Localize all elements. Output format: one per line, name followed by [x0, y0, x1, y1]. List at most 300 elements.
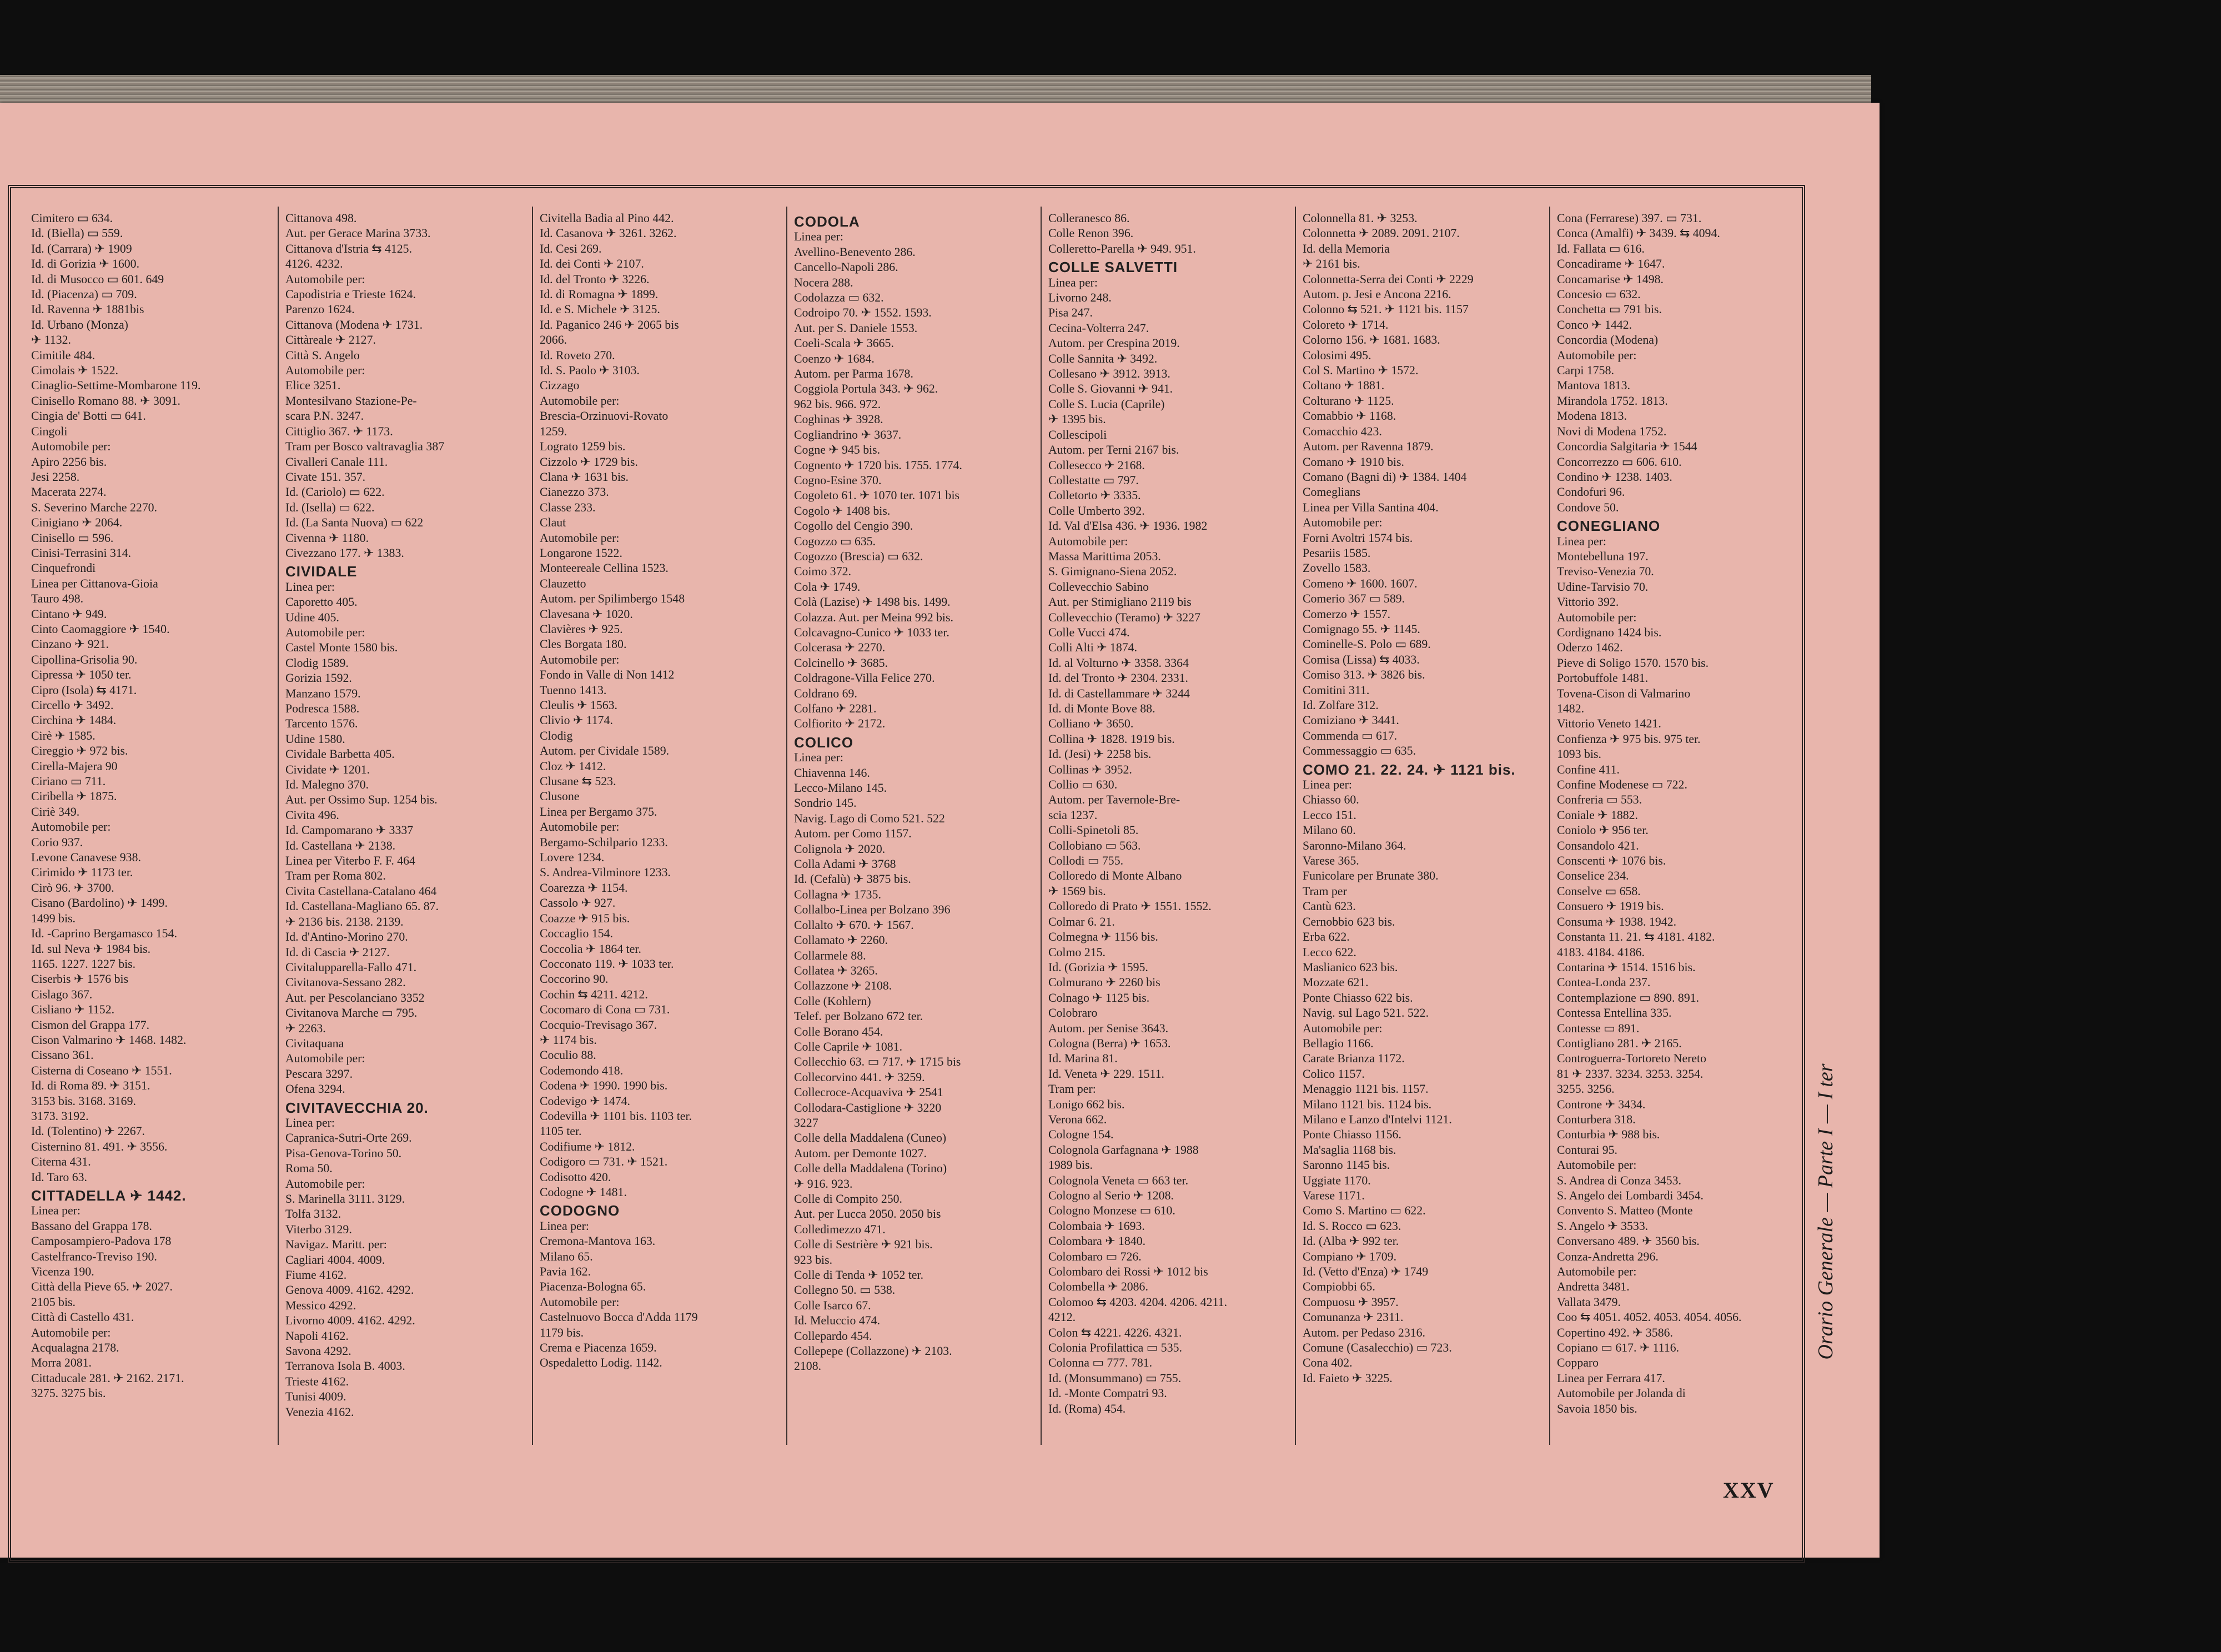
index-entry: Colle S. Lucia (Caprile) — [1048, 397, 1165, 411]
index-entry: Bassano del Grappa 178. — [31, 1219, 152, 1233]
index-entry: Cimolais ✈ 1522. — [31, 364, 118, 378]
index-entry: Automobile per: — [540, 820, 620, 834]
index-entry: ✈ 1132. — [31, 333, 71, 347]
index-entry: Civitanova Marche ▭ 795. — [285, 1006, 418, 1020]
index-entry: Vittorio 392. — [1557, 595, 1619, 609]
index-entry: S. Severino Marche 2270. — [31, 500, 158, 514]
index-entry: Ponte Chiasso 622 bis. — [1303, 991, 1413, 1005]
index-entry: Vallata 3479. — [1557, 1295, 1621, 1309]
index-entry: Collodara-Castiglione ✈ 3220 — [794, 1101, 942, 1114]
index-entry: Cipro (Isola) ⇆ 4171. — [31, 683, 137, 697]
index-entry: Cologno al Serio ✈ 1208. — [1048, 1189, 1174, 1202]
index-entry: Monteereale Cellina 1523. — [540, 561, 669, 575]
index-entry: Colledimezzo 471. — [794, 1222, 886, 1236]
index-entry: Cogozzo ▭ 635. — [794, 534, 876, 548]
index-entry: Cividate ✈ 1201. — [285, 762, 370, 776]
index-entry: Id. (Alba ✈ 992 ter. — [1303, 1234, 1399, 1248]
index-entry: Cona (Ferrarese) 397. ▭ 731. — [1557, 212, 1702, 225]
index-entry: Colle Vucci 474. — [1048, 625, 1130, 639]
index-entry: Cizzolo ✈ 1729 bis. — [540, 455, 638, 469]
index-entry: Capranica-Sutri-Orte 269. — [285, 1131, 412, 1145]
index-entry: Castelfranco-Treviso 190. — [31, 1249, 157, 1263]
index-entry: Comiso 313. ✈ 3826 bis. — [1303, 668, 1425, 682]
index-entry: 1179 bis. — [540, 1325, 584, 1339]
index-entry: Colturano ✈ 1125. — [1303, 394, 1394, 408]
index-entry: Colorno 156. ✈ 1681. 1683. — [1303, 333, 1440, 347]
index-entry: Cisternino 81. 491. ✈ 3556. — [31, 1139, 168, 1153]
index-entry: Civita Castellana-Catalano 464 — [285, 884, 437, 898]
index-entry: Pisa-Genova-Torino 50. — [285, 1146, 402, 1160]
index-entry: Constanta 11. 21. ⇆ 4181. 4182. — [1557, 930, 1715, 944]
index-entry: Id. Casanova ✈ 3261. 3262. — [540, 227, 677, 240]
index-entry: Colmegna ✈ 1156 bis. — [1048, 930, 1158, 944]
index-entry: Circello ✈ 3492. — [31, 699, 114, 712]
index-entry: Parenzo 1624. — [285, 303, 355, 317]
index-entry: 3173. 3192. — [31, 1109, 89, 1123]
index-entry: Venezia 4162. — [285, 1405, 354, 1419]
index-entry: Cittaducale 281. ✈ 2162. 2171. — [31, 1371, 184, 1385]
side-caption-text: Orario Generale — Parte I — I ter — [1814, 1063, 1837, 1360]
index-entry: Cogoleto 61. ✈ 1070 ter. 1071 bis — [794, 489, 959, 503]
index-entry: Cinquefrondi — [31, 561, 96, 575]
index-entry: Collescipoli — [1048, 428, 1107, 441]
index-entry: Colle di Sestrière ✈ 921 bis. — [794, 1238, 933, 1252]
index-entry: Consuma ✈ 1938. 1942. — [1557, 915, 1677, 928]
index-column-3 — [533, 207, 787, 1445]
index-entry: 2108. — [794, 1359, 822, 1373]
index-entry: Id. Urbano (Monza) — [31, 318, 128, 332]
index-entry: Civezzano 177. ✈ 1383. — [285, 546, 404, 560]
index-entry: Comiziano ✈ 3441. — [1303, 714, 1399, 727]
index-entry: Codena ✈ 1990. 1990 bis. — [540, 1079, 668, 1093]
index-entry: Colognola Garfagnana ✈ 1988 — [1048, 1143, 1199, 1157]
index-entry: Colazza. Aut. per Meina 992 bis. — [794, 610, 953, 624]
index-entry: Montesilvano Stazione-Pe- — [285, 394, 417, 408]
index-entry: Controne ✈ 3434. — [1557, 1097, 1646, 1111]
index-entry: Cinigiano ✈ 2064. — [31, 516, 123, 530]
index-entry: Colle di Tenda ✈ 1052 ter. — [794, 1268, 924, 1282]
index-entry: Id. (Gorizia ✈ 1595. — [1048, 960, 1148, 974]
index-entry: Colleretto-Parella ✈ 949. 951. — [1048, 242, 1196, 255]
index-entry: Forni Avoltri 1574 bis. — [1303, 531, 1413, 545]
index-entry: Colico 1157. — [1303, 1067, 1365, 1081]
index-entry: Copiano ▭ 617. ✈ 1116. — [1557, 1341, 1680, 1355]
index-entry: Gorizia 1592. — [285, 671, 352, 685]
index-entry: Cogliandrino ✈ 3637. — [794, 428, 902, 441]
index-entry: Portobuffole 1481. — [1557, 671, 1649, 685]
index-entry: Colfiorito ✈ 2172. — [794, 717, 886, 731]
index-entry: Mantova 1813. — [1557, 379, 1630, 393]
index-entry: Cocquio-Trevisago 367. — [540, 1018, 657, 1032]
index-entry: Colonnella 81. ✈ 3253. — [1303, 212, 1418, 225]
index-entry: Savoia 1850 bis. — [1557, 1402, 1637, 1415]
index-entry: 3227 — [794, 1116, 818, 1129]
index-entry: Piacenza-Bologna 65. — [540, 1280, 646, 1294]
index-entry: Collagna ✈ 1735. — [794, 887, 881, 901]
index-entry: Sondrio 145. — [794, 796, 857, 810]
index-entry: Colombara ✈ 1840. — [1048, 1234, 1146, 1248]
index-entry: Clauzetto — [540, 576, 586, 590]
index-entry: Comerzo ✈ 1557. — [1303, 607, 1391, 621]
index-entry: Id. (Cefalù) ✈ 3875 bis. — [794, 872, 911, 886]
index-entry: Autom. per Pedaso 2316. — [1303, 1325, 1425, 1339]
index-entry: Linea per: — [794, 751, 843, 765]
index-entry: Colonno ⇆ 521. ✈ 1121 bis. 1157 — [1303, 303, 1469, 317]
index-entry: Cipollina-Grisolia 90. — [31, 652, 138, 666]
index-entry: Autom. per Como 1157. — [794, 827, 912, 841]
index-entry: Viterbo 3129. — [285, 1222, 352, 1236]
index-entry: Ma'saglia 1168 bis. — [1303, 1143, 1396, 1157]
index-entry: Conselve ▭ 658. — [1557, 884, 1641, 898]
index-entry: Copertino 492. ✈ 3586. — [1557, 1325, 1673, 1339]
index-entry: Colà (Lazise) ✈ 1498 bis. 1499. — [794, 595, 951, 609]
index-entry: Classe 233. — [540, 500, 596, 514]
index-entry: 4126. 4232. — [285, 257, 343, 271]
index-entry: Tram per: — [1048, 1082, 1096, 1096]
index-entry: Id. (Monsummano) ▭ 755. — [1048, 1371, 1182, 1385]
index-entry: Ciriano ▭ 711. — [31, 775, 106, 789]
index-entry: Cernobbio 623 bis. — [1303, 915, 1395, 928]
index-entry: Colla Adami ✈ 3768 — [794, 857, 896, 871]
index-entry: S. Angelo dei Lombardi 3454. — [1557, 1189, 1704, 1202]
index-entry: Collalto ✈ 670. ✈ 1567. — [794, 918, 914, 932]
index-entry: Milano 1121 bis. 1124 bis. — [1303, 1097, 1432, 1111]
index-entry: Automobile per: — [1303, 1021, 1383, 1035]
index-entry: Bellagio 1166. — [1303, 1036, 1374, 1050]
index-entry: Chiavenna 146. — [794, 766, 870, 780]
index-entry: Id. Veneta ✈ 229. 1511. — [1048, 1067, 1164, 1081]
index-entry: Cinaglio-Settime-Mombarone 119. — [31, 379, 201, 393]
index-entry: Collatea ✈ 3265. — [794, 963, 878, 977]
index-entry: Andretta 3481. — [1557, 1280, 1630, 1294]
index-entry: Chiasso 60. — [1303, 793, 1359, 807]
index-entry: Claut — [540, 516, 566, 530]
index-entry: 4212. — [1048, 1310, 1076, 1324]
index-entry: Milano 65. — [540, 1249, 593, 1263]
index-entry: Tram per — [1303, 884, 1347, 898]
index-entry: Pescara 3297. — [285, 1067, 353, 1081]
index-entry: Acqualagna 2178. — [31, 1341, 119, 1355]
index-entry: Cologna (Berra) ✈ 1653. — [1048, 1036, 1171, 1050]
index-entry: Clivio ✈ 1174. — [540, 714, 613, 727]
index-entry: Commessaggio ▭ 635. — [1303, 744, 1416, 758]
index-entry: Compiobbi 65. — [1303, 1280, 1375, 1294]
index-entry: Id. di Gorizia ✈ 1600. — [31, 257, 140, 271]
index-entry: Colli-Spinetoli 85. — [1048, 824, 1139, 837]
index-entry: Id. dei Conti ✈ 2107. — [540, 257, 644, 271]
index-entry: Controguerra-Tortoreto Nereto — [1557, 1052, 1707, 1066]
index-entry: Automobile per: — [285, 1052, 365, 1066]
index-entry: Tunisi 4009. — [285, 1390, 346, 1404]
index-entry: Conselice 234. — [1557, 869, 1629, 883]
index-entry: Confreria ▭ 553. — [1557, 793, 1642, 807]
index-entry: ✈ 916. 923. — [794, 1177, 853, 1191]
index-entry: Colcinello ✈ 3685. — [794, 656, 888, 670]
index-entry: Id. Castellana-Magliano 65. 87. — [285, 900, 439, 913]
index-entry: Colosimi 495. — [1303, 348, 1371, 362]
index-entry: Codevigo ✈ 1474. — [540, 1094, 630, 1108]
index-entry: Colognola Veneta ▭ 663 ter. — [1048, 1173, 1189, 1187]
index-entry: Funicolare per Brunate 380. — [1303, 869, 1439, 883]
index-entry: Autom. per Ravenna 1879. — [1303, 440, 1434, 454]
index-entry: Pieve di Soligo 1570. 1570 bis. — [1557, 656, 1709, 670]
index-entry: ✈ 1174 bis. — [540, 1033, 597, 1047]
index-entry: Nocera 288. — [794, 275, 853, 289]
index-entry: Udine 405. — [285, 610, 339, 624]
index-entry: Cinisello Romano 88. ✈ 3091. — [31, 394, 180, 408]
index-entry: 1093 bis. — [1557, 747, 1601, 761]
index-entry: Vicenza 190. — [31, 1265, 94, 1279]
index-entry: Collevecchio (Teramo) ✈ 3227 — [1048, 610, 1200, 624]
index-entry: Id. -Caprino Bergamasco 154. — [31, 927, 177, 941]
index-entry: 1259. — [540, 424, 567, 438]
index-entry: Clavières ✈ 925. — [540, 622, 623, 636]
index-entry: Contessa Entellina 335. — [1557, 1006, 1672, 1020]
index-entry: Id. al Volturno ✈ 3358. 3364 — [1048, 656, 1189, 670]
index-entry: Comisa (Lissa) ⇆ 4033. — [1303, 652, 1420, 666]
index-entry: Udine-Tarvisio 70. — [1557, 580, 1649, 594]
index-entry: Macerata 2274. — [31, 485, 107, 499]
index-entry: Longarone 1522. — [540, 546, 622, 560]
index-entry: Comune (Casalecchio) ▭ 723. — [1303, 1341, 1452, 1355]
index-entry: Colombaia ✈ 1693. — [1048, 1219, 1145, 1233]
index-entry: Linea per Bergamo 375. — [540, 805, 657, 819]
index-entry: Convento S. Matteo (Monte — [1557, 1204, 1693, 1218]
index-entry: Cittanova 498. — [285, 212, 357, 225]
index-entry: Cirimido ✈ 1173 ter. — [31, 866, 133, 880]
index-entry: Aut. per Lucca 2050. 2050 bis — [794, 1207, 941, 1221]
index-entry: Cittiglio 367. ✈ 1173. — [285, 424, 393, 438]
index-entry: Colle (Kohlern) — [794, 994, 871, 1008]
index-entry: Id. del Tronto ✈ 2304. 2331. — [1048, 671, 1188, 685]
index-entry: Cogne ✈ 945 bis. — [794, 443, 881, 457]
index-entry: Cirò 96. ✈ 3700. — [31, 881, 114, 895]
index-entry: Cisano (Bardolino) ✈ 1499. — [31, 896, 168, 910]
index-entry: Ciserbis ✈ 1576 bis — [31, 972, 129, 986]
index-entry: Cimitero ▭ 634. — [31, 212, 113, 225]
index-entry: 923 bis. — [794, 1253, 833, 1267]
index-entry: Colombaro dei Rossi ✈ 1012 bis — [1048, 1265, 1208, 1279]
index-entry: Coeli-Scala ✈ 3665. — [794, 337, 894, 350]
index-entry: Lograto 1259 bis. — [540, 440, 626, 454]
index-entry: Automobile per: — [285, 1177, 365, 1191]
index-entry: Id. di Monte Bove 88. — [1048, 702, 1155, 715]
index-entry: Roma 50. — [285, 1162, 333, 1176]
index-entry: Morra 2081. — [31, 1356, 92, 1370]
index-entry: S. Andrea-Vilminore 1233. — [540, 866, 671, 880]
index-entry: Coazze ✈ 915 bis. — [540, 911, 630, 925]
index-entry: Navigaz. Maritt. per: — [285, 1238, 387, 1252]
index-entry: Colle Borano 454. — [794, 1025, 883, 1038]
index-entry: Cissano 361. — [31, 1048, 94, 1062]
index-entry: Colle di Compito 250. — [794, 1192, 902, 1206]
index-entry: Condino ✈ 1238. 1403. — [1557, 470, 1672, 484]
index-entry: Colli Alti ✈ 1874. — [1048, 641, 1137, 655]
index-entry: Colloredo di Monte Albano — [1048, 869, 1182, 883]
index-entry: Bergamo-Schilpario 1233. — [540, 835, 668, 849]
index-entry: Aut. per S. Daniele 1553. — [794, 321, 918, 335]
index-entry: Comignago 55. ✈ 1145. — [1303, 622, 1420, 636]
index-entry: Corio 937. — [31, 835, 83, 849]
index-entry: Colonna ▭ 777. 781. — [1048, 1356, 1153, 1370]
index-entry: Coo ⇆ 4051. 4052. 4053. 4054. 4056. — [1557, 1310, 1742, 1324]
index-entry: Comunanza ✈ 2311. — [1303, 1310, 1404, 1324]
index-entry: Linea per: — [1557, 534, 1606, 548]
index-entry: Contea-Londa 237. — [1557, 976, 1651, 990]
index-entry: Tram per Roma 802. — [285, 869, 386, 883]
index-entry: Conca (Amalfi) ✈ 3439. ⇆ 4094. — [1557, 227, 1720, 240]
index-entry: Id. di Roma 89. ✈ 3151. — [31, 1079, 150, 1093]
index-entry: Mozzate 621. — [1303, 976, 1369, 990]
index-entry: 2105 bis. — [31, 1295, 76, 1309]
index-entry: Varese 365. — [1303, 854, 1359, 868]
index-entry: Codigoro ▭ 731. ✈ 1521. — [540, 1155, 668, 1169]
index-entry: Cintano ✈ 949. — [31, 607, 107, 621]
index-entry: Id. (Vetto d'Enza) ✈ 1749 — [1303, 1265, 1429, 1279]
index-entry: Cantù 623. — [1303, 900, 1356, 913]
index-entry: Crema e Piacenza 1659. — [540, 1341, 657, 1355]
index-entry: Concamarise ✈ 1498. — [1557, 272, 1664, 286]
index-entry: ✈ 2161 bis. — [1303, 257, 1360, 271]
index-column-6 — [1296, 207, 1550, 1445]
index-entry: Cison Valmarino ✈ 1468. 1482. — [31, 1033, 187, 1047]
index-entry: Consuero ✈ 1919 bis. — [1557, 900, 1664, 913]
index-columns — [24, 207, 1813, 1445]
index-entry: Colliano ✈ 3650. — [1048, 717, 1134, 731]
index-entry: Colonia Profilattica ▭ 535. — [1048, 1341, 1182, 1355]
index-entry: Manzano 1579. — [285, 686, 361, 700]
index-entry: Colignola ✈ 2020. — [794, 842, 886, 856]
index-entry: 4183. 4184. 4186. — [1557, 945, 1645, 959]
index-entry: Napoli 4162. — [285, 1329, 349, 1343]
index-column-4 — [787, 207, 1042, 1445]
index-entry: S. Gimignano-Siena 2052. — [1048, 565, 1177, 579]
index-entry: Cogozzo (Brescia) ▭ 632. — [794, 549, 923, 563]
index-entry: S. Angelo ✈ 3533. — [1557, 1219, 1649, 1233]
index-entry: Collecorvino 441. ✈ 3259. — [794, 1070, 925, 1084]
index-entry: Codemondo 418. — [540, 1063, 624, 1077]
index-entry: Automobile per: — [540, 394, 620, 408]
index-entry: Colle della Maddalena (Torino) — [794, 1162, 947, 1176]
index-entry: 1105 ter. — [540, 1124, 582, 1138]
index-entry: Automobile per Jolanda di — [1557, 1387, 1686, 1400]
index-entry: Cologne 154. — [1048, 1128, 1114, 1142]
index-entry: Ponte Chiasso 1156. — [1303, 1128, 1401, 1142]
index-entry: 962 bis. 966. 972. — [794, 397, 881, 411]
index-entry: Autom. p. Jesi e Ancona 2216. — [1303, 288, 1451, 302]
index-entry: Cinzano ✈ 921. — [31, 637, 109, 651]
index-entry: Col S. Martino ✈ 1572. — [1303, 364, 1419, 378]
index-entry: Id. Fallata ▭ 616. — [1557, 242, 1645, 255]
index-entry: Telef. per Bolzano 672 ter. — [794, 1010, 923, 1023]
index-entry: Codifiume ✈ 1812. — [540, 1139, 635, 1153]
index-entry: Collepardo 454. — [794, 1329, 872, 1343]
index-entry: Autom. per Demonte 1027. — [794, 1146, 927, 1160]
index-entry: Collecchio 63. ▭ 717. ✈ 1715 bis — [794, 1055, 961, 1069]
index-entry: S. Marinella 3111. 3129. — [285, 1192, 405, 1206]
index-entry: Autom. per Parma 1678. — [794, 367, 913, 381]
index-entry: Castel Monte 1580 bis. — [285, 641, 398, 655]
index-column-2 — [279, 207, 533, 1445]
index-entry: Automobile per: — [285, 625, 365, 639]
index-entry: Automobile per: — [1048, 534, 1128, 548]
index-entry: CODOLA — [794, 214, 860, 230]
index-entry: Coculio 88. — [540, 1048, 596, 1062]
index-entry: Aut. per Pescolanciano 3352 — [285, 991, 425, 1005]
index-entry: Compuosu ✈ 3957. — [1303, 1295, 1399, 1309]
index-entry: Messico 4292. — [285, 1298, 356, 1312]
index-entry: Linea per: — [285, 580, 335, 594]
index-entry: Linea per Cittanova-Gioia — [31, 576, 158, 590]
index-entry: Cimitile 484. — [31, 348, 96, 362]
index-entry: Pisa 247. — [1048, 306, 1093, 320]
index-entry: Id. Zolfare 312. — [1303, 699, 1379, 712]
index-entry: Comabbio ✈ 1168. — [1303, 409, 1396, 423]
index-entry: Massa Marittima 2053. — [1048, 549, 1161, 563]
index-entry: Linea per: — [1048, 275, 1098, 289]
index-entry: Città di Castello 431. — [31, 1310, 134, 1324]
index-entry: Automobile per: — [285, 272, 365, 286]
index-entry: Collecroce-Acquaviva ✈ 2541 — [794, 1086, 943, 1099]
index-entry: Autom. per Spilimbergo 1548 — [540, 592, 685, 606]
index-entry: Saronno 1145 bis. — [1303, 1158, 1390, 1172]
index-entry: CIVIDALE — [285, 564, 358, 580]
index-entry: Conturbera 318. — [1557, 1112, 1636, 1126]
index-entry: Erba 622. — [1303, 930, 1350, 944]
index-entry: Colombella ✈ 2086. — [1048, 1280, 1148, 1294]
index-entry: Id. (Carrara) ✈ 1909 — [31, 242, 132, 255]
index-entry: Conchetta ▭ 791 bis. — [1557, 303, 1662, 317]
index-entry: Collalbo-Linea per Bolzano 396 — [794, 903, 951, 917]
index-column-5 — [1042, 207, 1296, 1445]
index-entry: COMO 21. 22. 24. ✈ 1121 bis. — [1303, 762, 1516, 778]
index-entry: Vittorio Veneto 1421. — [1557, 717, 1661, 731]
index-entry: Id. (Isella) ▭ 622. — [285, 500, 375, 514]
index-entry: Clavesana ✈ 1020. — [540, 607, 633, 621]
index-entry: Cocomaro di Cona ▭ 731. — [540, 1003, 670, 1017]
index-entry: Fiume 4162. — [285, 1268, 347, 1282]
index-entry: Autom. per Crespina 2019. — [1048, 337, 1180, 350]
index-entry: Linea per: — [31, 1204, 81, 1218]
index-entry: Conza-Andretta 296. — [1557, 1249, 1659, 1263]
index-entry: Cisliano ✈ 1152. — [31, 1003, 115, 1017]
index-entry: CONEGLIANO — [1557, 519, 1661, 534]
index-entry: Linea per: — [540, 1219, 589, 1233]
index-entry: Concordia (Modena) — [1557, 333, 1659, 347]
index-entry: Id. Roveto 270. — [540, 348, 615, 362]
index-entry: Cremona-Mantova 163. — [540, 1234, 656, 1248]
index-entry: Colmurano ✈ 2260 bis — [1048, 976, 1160, 990]
index-entry: Coenzo ✈ 1684. — [794, 352, 875, 365]
index-entry: Terranova Isola B. 4003. — [285, 1359, 405, 1373]
index-entry: Id. e S. Michele ✈ 3125. — [540, 303, 660, 317]
index-entry: Id. (Piacenza) ▭ 709. — [31, 288, 137, 302]
index-entry: Coniale ✈ 1882. — [1557, 808, 1639, 822]
index-entry: Tauro 498. — [31, 592, 84, 606]
index-entry: Civalleri Canale 111. — [285, 455, 388, 469]
index-entry: ✈ 2263. — [285, 1021, 326, 1035]
index-entry: Coccolia ✈ 1864 ter. — [540, 942, 641, 956]
index-entry: Colonnetta ✈ 2089. 2091. 2107. — [1303, 227, 1460, 240]
index-entry: Cocconato 119. ✈ 1033 ter. — [540, 957, 674, 971]
index-entry: Automobile per: — [1557, 610, 1637, 624]
index-entry: Caporetto 405. — [285, 595, 358, 609]
index-entry: Coloreto ✈ 1714. — [1303, 318, 1389, 332]
index-entry: Ospedaletto Lodig. 1142. — [540, 1356, 662, 1370]
index-entry: Id. Meluccio 474. — [794, 1314, 880, 1328]
index-entry: Id. S. Paolo ✈ 3103. — [540, 364, 640, 378]
index-entry: Autom. per Terni 2167 bis. — [1048, 443, 1179, 457]
